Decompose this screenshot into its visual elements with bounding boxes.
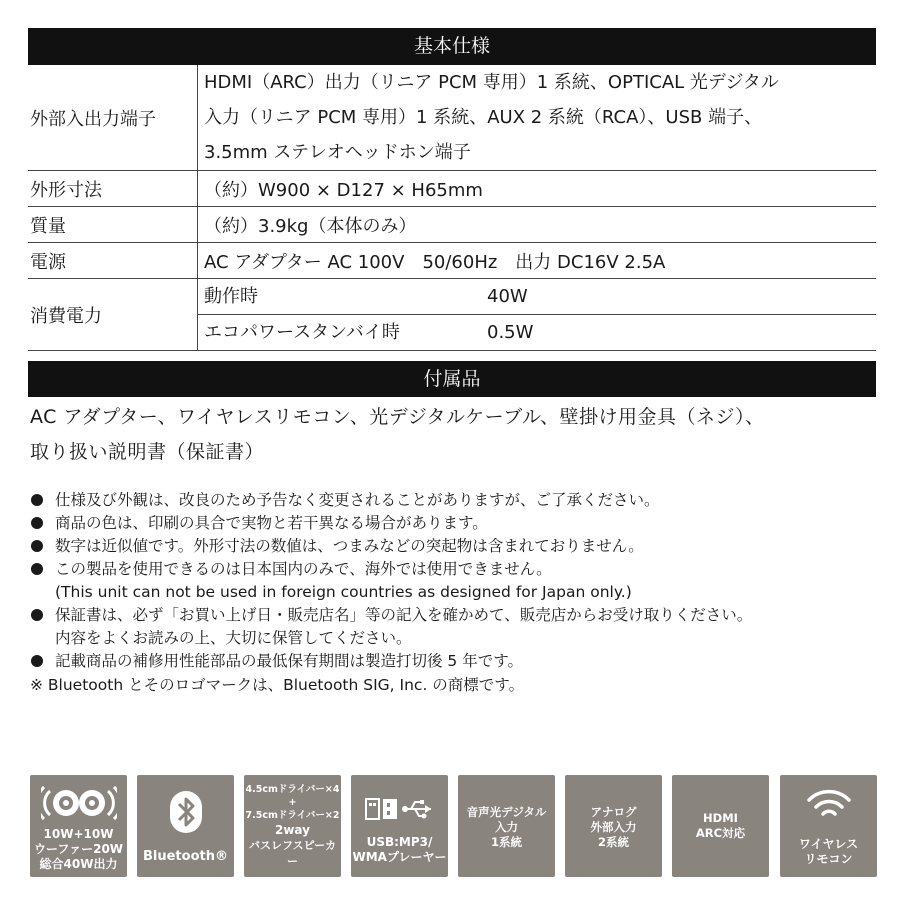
bullet-icon (31, 655, 43, 667)
icon-label: ウーファー20W (33, 842, 124, 856)
consumption-row-operating (198, 279, 876, 315)
icon-label: 2系統 (597, 835, 629, 849)
note-text: 保証書は、必ず「お買い上げ日・販売店名」等の記入を確かめて、販売店からお受け取りください。 (55, 606, 753, 624)
note-item (30, 558, 880, 604)
icon-label: HDMI (703, 811, 738, 825)
icon-label: 10W+10W (43, 827, 114, 841)
analog-input-icon (565, 805, 662, 850)
feature-icons (30, 775, 878, 877)
consumption-name: 動作時 (204, 286, 258, 307)
spec-label-io: 外部入出力端子 (28, 65, 198, 171)
consumption-value: 40W (487, 286, 528, 307)
bullet-icon (31, 609, 43, 621)
spec-label-weight: 質量 (28, 207, 198, 243)
icon-label: アナログ (590, 805, 637, 819)
notes-list (30, 489, 880, 697)
spec-row-power (28, 243, 876, 279)
note-item (30, 604, 880, 650)
spec-row-dimensions (28, 171, 876, 207)
spec-row-io (28, 65, 876, 171)
icon-label: ワイヤレス (798, 837, 859, 851)
consumption-value: 0.5W (487, 322, 534, 343)
spec-value-weight: （約）3.9kg（本体のみ） (198, 207, 877, 243)
accessories-line: AC アダプター、ワイヤレスリモコン、光デジタルケーブル、壁掛け用金具（ネジ）、 (30, 406, 765, 428)
icon-label: 2way (275, 823, 310, 837)
feature-speaker-output (30, 775, 127, 877)
icon-label: Bluetooth® (143, 849, 228, 864)
bluetooth-icon (170, 791, 202, 833)
note-text: 仕様及び外観は、改良のため予告なく変更されることがありますが、ご了承ください。 (55, 491, 660, 509)
feature-wireless-remote (780, 775, 877, 877)
note-item (30, 535, 880, 558)
io-line: 入力（リニア PCM 専用）1 系統、AUX 2 系統（RCA）、USB 端子、 (204, 107, 763, 128)
trademark-note: ※ Bluetooth とそのロゴマークは、Bluetooth SIG, Inc. の商標です。 (30, 676, 525, 694)
icon-label: 7.5cmドライバー×2 (245, 810, 340, 821)
feature-bluetooth (137, 775, 234, 877)
feature-optical-input (458, 775, 555, 877)
spec-row-weight (28, 207, 876, 243)
note-text: 商品の色は、印刷の具合で実物と若干異なる場合があります。 (55, 514, 488, 532)
icon-label: + (288, 797, 297, 808)
feature-usb (351, 775, 448, 877)
icon-label: 1系統 (490, 835, 522, 849)
icon-label: バスレフスピーカー (249, 839, 336, 868)
icon-label: リモコン (804, 852, 853, 866)
note-item (30, 512, 880, 535)
speaker-output-icon (41, 785, 117, 821)
note-text-cont: 内容をよくお読みの上、大切に保管してください。 (55, 629, 412, 647)
icon-label: ARC対応 (695, 826, 746, 840)
feature-drivers (244, 775, 341, 877)
note-text: 記載商品の補修用性能部品の最低保有期間は製造打切後 5 年です。 (55, 652, 523, 670)
note-item (30, 650, 880, 673)
icon-label: USB:MP3/ (366, 835, 433, 849)
spec-table (28, 65, 876, 351)
spec-value-power: AC アダプター AC 100V 50/60Hz 出力 DC16V 2.5A (198, 243, 877, 279)
icon-label: 入力 (495, 820, 518, 834)
spec-label-consumption: 消費電力 (28, 279, 198, 351)
icon-label: 4.5cmドライバー×4 (245, 784, 340, 795)
icon-label: 音声光デジタル (466, 805, 547, 819)
bullet-icon (31, 494, 43, 506)
accessories-list (30, 400, 880, 470)
driver-icon (244, 783, 341, 870)
io-line: 3.5mm ステレオヘッドホン端子 (204, 142, 471, 163)
feature-hdmi (672, 775, 769, 877)
hdmi-icon (672, 811, 769, 841)
note-text: この製品を使用できるのは日本国内のみで、海外では使用できません。 (55, 560, 552, 578)
note-item (30, 489, 880, 512)
feature-analog-input (565, 775, 662, 877)
bullet-icon (31, 517, 43, 529)
spec-value-consumption (198, 279, 877, 351)
usb-icon (365, 797, 435, 821)
spec-label-power: 電源 (28, 243, 198, 279)
note-text: 数字は近似値です。外形寸法の数値は、つまみなどの突起物は含まれておりません。 (55, 537, 644, 555)
spec-value-dimensions: （約）W900 × D127 × H65mm (198, 171, 877, 207)
note-text-cont: (This unit can not be used in foreign countries as designed for Japan only.) (55, 583, 632, 601)
basic-spec-header: 基本仕様 (28, 28, 876, 65)
consumption-name: エコパワースタンバイ時 (204, 322, 400, 343)
accessories-line: 取り扱い説明書（保証書） (30, 441, 265, 463)
bullet-icon (31, 540, 43, 552)
icon-label: 総合40W出力 (39, 857, 118, 871)
accessories-header: 付属品 (28, 361, 876, 397)
consumption-row-standby (198, 315, 876, 350)
spec-row-consumption (28, 279, 876, 351)
optical-input-icon (458, 805, 555, 850)
icon-label: 外部入力 (590, 820, 637, 834)
spec-label-dimensions: 外形寸法 (28, 171, 198, 207)
wireless-remote-icon (806, 789, 852, 819)
spec-value-io (198, 65, 877, 171)
io-line: HDMI（ARC）出力（リニア PCM 専用）1 系統、OPTICAL 光デジタル (204, 72, 779, 93)
bullet-icon (31, 563, 43, 575)
icon-label: WMAプレーヤー (352, 850, 447, 864)
